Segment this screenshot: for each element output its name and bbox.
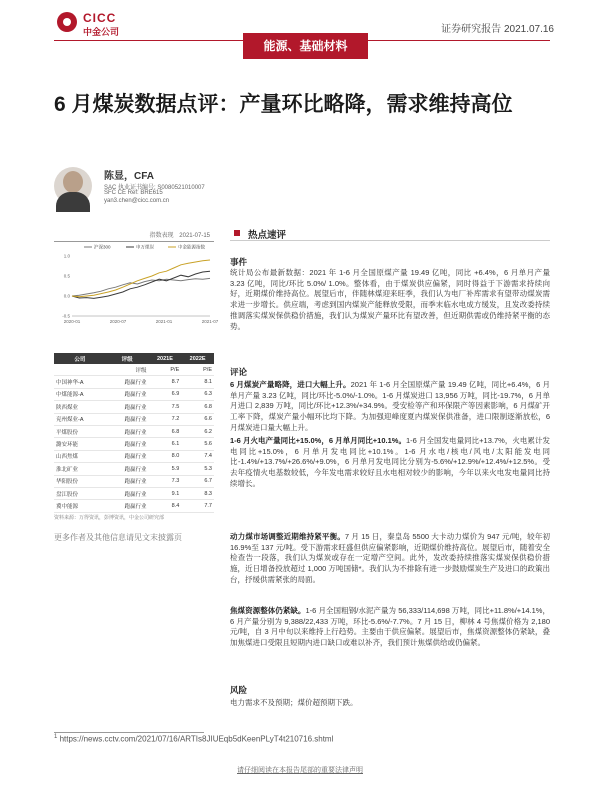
table-cell: 中国神华-A [54, 376, 106, 388]
table-row [54, 450, 214, 462]
x-tick-label: 2020-07 [109, 319, 127, 324]
table-cell: 跑赢行业 [106, 401, 149, 413]
paragraph-thermal-coal [230, 532, 550, 586]
table-cell: 8.3 [181, 487, 214, 499]
paragraph-text: 1-6 月全国发电量同比+13.7%，火电累计发电同比+15.0%，6 月单月发电同比+10.1%。1-6 月水电/核电/风电/太阳能发电同比-1.4%/+13.7%/+26.6%/+9.0%，6 月单月发电同比分别为-5.6%/+12.9%/+12.4%/+12.5%。受去年疫情火电基数较低，今年发电需求较好且水电相对较少的影响，今年以来火电发电量同比持续增长。 [230, 436, 550, 488]
table-cell: 跑赢行业 [106, 487, 149, 499]
more-info-link[interactable]: 更多作者及其他信息请见文末披露页 [54, 533, 182, 542]
table-subheader-cell: P/E [181, 364, 214, 376]
table-cell: 7.4 [181, 450, 214, 462]
paragraph-text: 2021 年 1-6 月全国原煤产量 19.49 亿吨，同比+6.4%，6 月单月产量 3.23 亿吨，同比/环比-5.0%/-1.0%。1-6 月煤炭进口 13,956 万吨，同比-19.7%，6 月单月进口 2,839 万吨，同比/环比+12.3%/+34.9%。受安检等产和环保限产等因素影响，6 月煤矿开工率下降，煤炭产量小幅环比均下降。为加强迎峰度夏内煤炭保供准备，进口限制逐渐放松，6 月煤炭进口量大幅上升。 [230, 380, 550, 432]
table-cell: 跑赢行业 [106, 475, 149, 487]
table-cell: 6.8 [149, 425, 182, 437]
section-body-event: 统计局公布最新数据：2021 年 1-6 月全国原煤产量 19.49 亿吨，同比 +6.4%，6 月单月产量 3.23 亿吨，同比/环比 5.0%/ 1.0%。整体看，由于煤炭供应偏紧，同时得益于下游需求持续向好，近期煤价维持高位。展望后市，伴随林煤迎来旺季，我们认为电厂补库需求有望带动煤炭需求进一步增长。供应端，考虑到国内煤炭产能释放受限，而季末临水电成方缓发，且发改委持续推调落实煤炭保供稳价措施，我们认为煤炭产量环比有望改善，但近期供需或仍维持紧平衡的态势。 [230, 268, 550, 331]
footnote-url[interactable]: https://news.cctv.com/2021/07/16/ARTIs8JIUEqb5dKeenPLyT4t210716.shtml [59, 734, 334, 744]
section-body-risk: 电力需求不及预期；煤价超预期下跌。 [230, 698, 358, 707]
paragraph-production [230, 380, 550, 434]
table-cell: 中煤能源-A [54, 388, 106, 400]
table-row [54, 401, 214, 413]
y-tick-label: 0.0 [63, 293, 70, 299]
y-tick-label: 1.0 [63, 253, 70, 259]
paragraph-text: 1-6 月全国粗钢/水泥产量为 56,333/114,698 万吨，同比+11.8%/+14.1%，6 月产量分别为 9,388/22,433 万吨，环比-5.6%/-7.7%。7 月 15 日，柳林 4 号焦煤价格为 2,180 元/吨，自 3 月中旬以来维持上行趋势。主要由于供应偏紧。展望后市，焦煤资源整体仍紧缺，叠加焦煤进口受限且短期内进口缺口或难以补齐，我们预计焦煤供给或仍偏紧。 [230, 606, 551, 648]
author-avatar [54, 167, 92, 205]
footnote-divider [54, 732, 204, 733]
table-cell: 5.3 [181, 463, 214, 475]
table-cell: 7.5 [149, 401, 182, 413]
table-row [54, 438, 214, 450]
table-cell: 淮北矿业 [54, 463, 106, 475]
table-cell: 潞安环能 [54, 438, 106, 450]
table-row [54, 376, 214, 388]
report-title: 6 月煤炭数据点评：产量环比略降，需求维持高位 [54, 93, 513, 116]
table-header-cell: 2021E [149, 353, 182, 364]
footnote [54, 734, 333, 744]
table-row [54, 475, 214, 487]
table-header-cell: 公司 [54, 353, 106, 364]
table-cell: 跑赢行业 [106, 500, 149, 512]
table-row [54, 500, 214, 512]
table-cell: 冀中能源 [54, 500, 106, 512]
table-cell: 跑赢行业 [106, 450, 149, 462]
x-tick-label: 2020-01 [63, 319, 81, 324]
chart-header-title: 指数表现 [149, 233, 174, 239]
valuation-table [54, 353, 214, 513]
table-header-cell: 2022E [181, 353, 214, 364]
table-header-row [54, 353, 214, 364]
paragraph-lead: 焦煤资源整体仍紧缺。 [230, 606, 306, 615]
table-cell: 6.3 [181, 388, 214, 400]
table-subheader-row [54, 364, 214, 376]
table-cell: 7.2 [149, 413, 182, 425]
table-cell: 8.4 [149, 500, 182, 512]
paragraph-lead: 6 月煤炭产量略降，进口大幅上升。 [230, 380, 351, 389]
table-source-note: 资料来源：万得资讯，彭博资讯，中金公司研究部 [54, 515, 165, 521]
legend-label: 申万煤炭 [136, 244, 154, 250]
table-row [54, 487, 214, 499]
table-row [54, 425, 214, 437]
legend-label: 沪深300 [94, 244, 111, 250]
chart-header-date: 2021-07-15 [179, 233, 210, 239]
table-cell: 跑赢行业 [106, 463, 149, 475]
table-cell: 陕西煤业 [54, 401, 106, 413]
hot-comment-title: 热点速评 [248, 230, 287, 241]
sector-label: 能源、基础材料 [243, 33, 368, 59]
table-cell: 8.0 [149, 450, 182, 462]
y-tick-label: -0.5 [62, 313, 70, 319]
table-cell: 山西焦煤 [54, 450, 106, 462]
table-cell: 7.3 [149, 475, 182, 487]
table-cell: 平煤股份 [54, 425, 106, 437]
y-tick-label: 0.5 [63, 273, 70, 279]
table-cell: 华阳股份 [54, 475, 106, 487]
author-name: 陈显，CFA [104, 171, 154, 182]
series-line [72, 260, 210, 297]
section-heading-comment: 评论 [230, 367, 248, 377]
table-cell: 7.7 [181, 500, 214, 512]
table-subheader-cell: 评级 [106, 364, 149, 376]
table-cell: 跑赢行业 [106, 413, 149, 425]
table-cell: 6.6 [181, 413, 214, 425]
author-license: SAC 执业证书编号: S0080521010007 [104, 185, 205, 191]
table-cell: 跑赢行业 [106, 425, 149, 437]
section-heading-risk: 风险 [230, 685, 248, 695]
hot-comment-header [230, 226, 550, 241]
paragraph-coking-coal [230, 606, 550, 649]
table-row [54, 388, 214, 400]
table-row [54, 413, 214, 425]
table-row [54, 463, 214, 475]
report-type-date: 证券研究报告 2021.07.16 [441, 24, 554, 35]
table-cell: 跑赢行业 [106, 388, 149, 400]
table-cell: 5.9 [149, 463, 182, 475]
paragraph-thermal-power [230, 436, 550, 490]
index-performance-chart [54, 242, 219, 330]
table-cell: 6.2 [181, 425, 214, 437]
table-subheader-cell: P/E [149, 364, 182, 376]
series-line [72, 271, 210, 298]
table-subheader-cell [54, 364, 106, 376]
section-heading-event: 事件 [230, 257, 248, 267]
table-cell: 跑赢行业 [106, 438, 149, 450]
author-email[interactable]: yan3.chen@cicc.com.cn [104, 198, 170, 204]
table-cell: 6.8 [181, 401, 214, 413]
logo-cn: 中金公司 [83, 27, 120, 37]
table-cell: 5.6 [181, 438, 214, 450]
table-cell: 跑赢行业 [106, 376, 149, 388]
author-sfc: SFC CE Ref: BRE615 [104, 190, 163, 196]
paragraph-lead: 动力煤市场调整近期维持紧平衡。 [230, 532, 345, 541]
table-cell: 6.1 [149, 438, 182, 450]
chart-header [54, 232, 214, 242]
table-cell: 6.7 [181, 475, 214, 487]
legend-label: 中金能源指数 [178, 244, 205, 250]
paragraph-lead: 1-6 月火电产量同比+15.0%，6 月单月同比+10.1%。 [230, 436, 406, 445]
table-cell: 9.1 [149, 487, 182, 499]
table-cell: 6.9 [149, 388, 182, 400]
table-cell: 8.1 [181, 376, 214, 388]
footnote-mark: 1 [54, 734, 58, 740]
table-cell: 兖州煤业-A [54, 413, 106, 425]
cicc-logo-icon [57, 12, 77, 32]
logo-name: CICC [83, 11, 117, 25]
x-tick-label: 2021-01 [155, 319, 173, 324]
series-line [72, 278, 210, 296]
table-cell: 盘江股份 [54, 487, 106, 499]
paragraph-text: 7 月 15 日，秦皇岛 5500 大卡动力煤价为 947 元/吨，较年初 16.9%至 137 元/吨。受下游需求旺盛但供应偏紧影响，近期煤价维持高位。展望后市，随着安全检查告一段落，我们认为煤炭或存在一定增产空间。此外，发改委持续推落实煤炭保供稳价措施，近日增备投放超过 1,000 万吨国储*。我们认为不排除有进一步鼓励煤炭生产及进口的政策出台，抒缓供需紧张的局面。 [230, 532, 550, 584]
table-cell: 8.7 [149, 376, 182, 388]
legal-notice-link[interactable]: 请仔细阅读在本报告尾部的重要法律声明 [237, 767, 363, 774]
square-bullet-icon [234, 230, 240, 236]
x-tick-label: 2021-07 [201, 319, 219, 324]
table-header-cell: 评级 [106, 353, 149, 364]
